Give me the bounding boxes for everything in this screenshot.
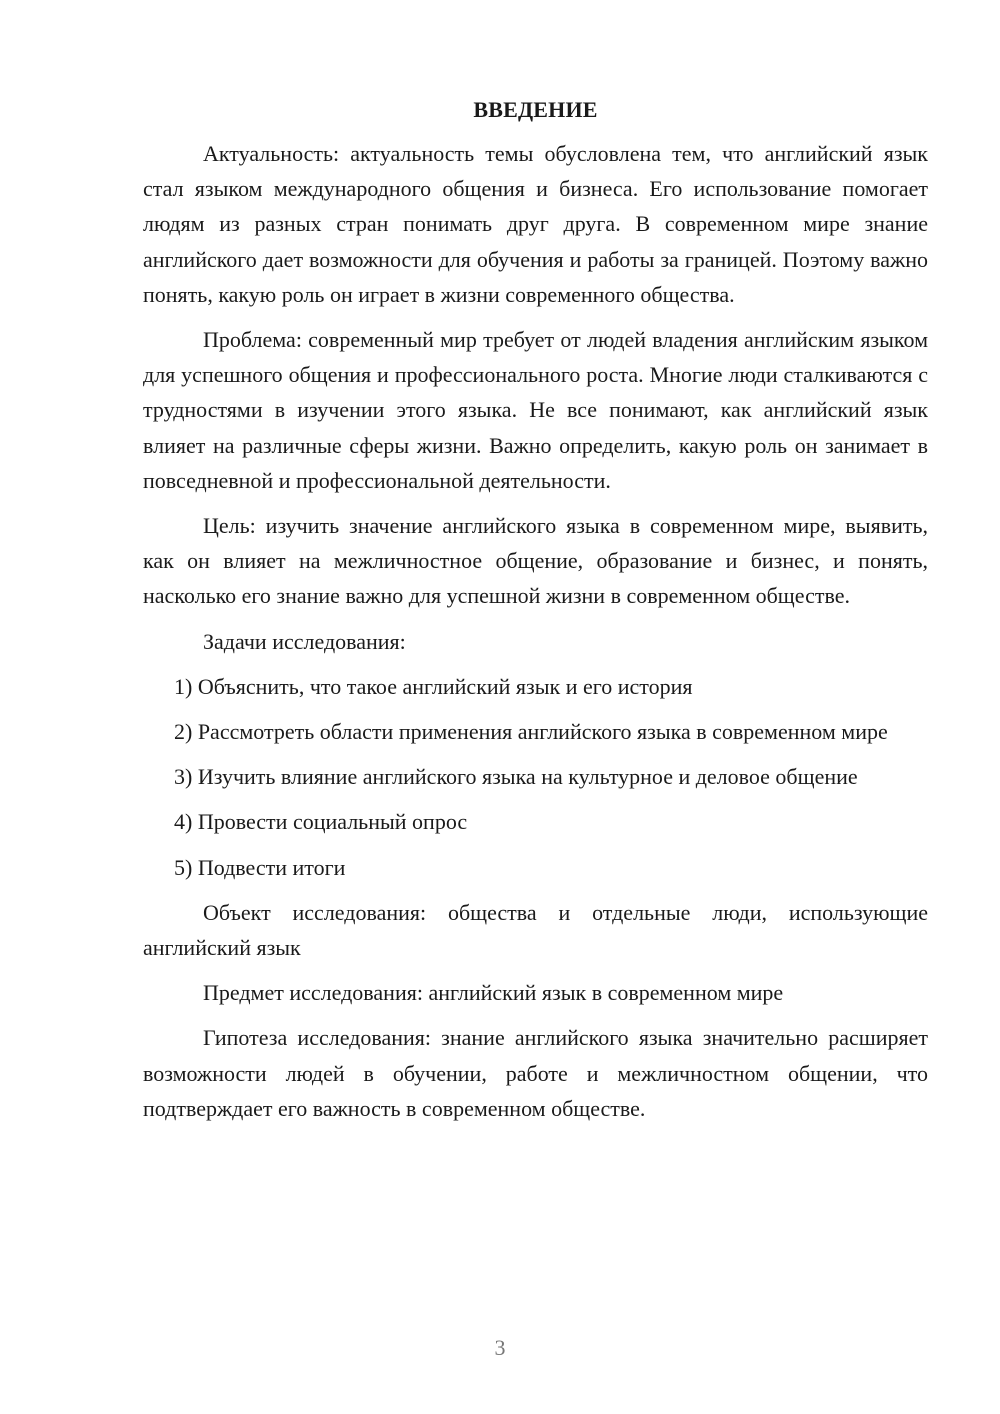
paragraph-tasks-title: Задачи исследования: [203,628,406,654]
paragraph-relevance: Актуальность: актуальность темы обусловлена тем, что английский язык стал языком международного общения и бизнеса. Его использование помогает людям из разных стран понимать друг друга. В современном мире знание английского дает возможности для обучения и работы за границей. Поэтому важно понять, какую роль он играет в жизни современного общества. [143,141,928,307]
list-item: 1) Объяснить, что такое английский язык и его история [174,673,693,699]
paragraph-goal: Цель: изучить значение английского языка в современном мире, выявить, как он влияет на межличностное общение, образование и бизнес, и понять, насколько его знание важно для успешной жизни в современном обществе. [143,513,928,609]
list-item: 3) Изучить влияние английского языка на культурное и деловое общение [174,764,858,790]
paragraph-subject: Предмет исследования: английский язык в современном мире [203,980,784,1006]
list-item: 4) Провести социальный опрос [174,809,468,835]
tasks-list [143,669,928,885]
paragraph-hypothesis: Гипотеза исследования: знание английского языка значительно расширяет возможности людей в обучении, работе и межличностном общении, что подтверждает его важность в современном обществе. [143,1025,928,1121]
page-title: ВВЕДЕНИЕ [473,97,598,122]
page-number: 3 [494,1335,506,1360]
paragraph-problem: Проблема: современный мир требует от людей владения английским языком для успешного общения и профессионального роста. Многие люди сталкиваются с трудностями в изучении этого языка. Не все понимают, как английский язык влияет на различные сферы жизни. Важно определить, какую роль он занимает в повседневной и профессиональной деятельности. [143,327,928,493]
page-content [143,96,928,1136]
paragraph-object: Объект исследования: общества и отдельные люди, использующие английский язык [143,899,928,961]
list-item: 5) Подвести итоги [174,854,346,880]
list-item: 2) Рассмотреть области применения английского языка в современном мире [174,719,888,745]
